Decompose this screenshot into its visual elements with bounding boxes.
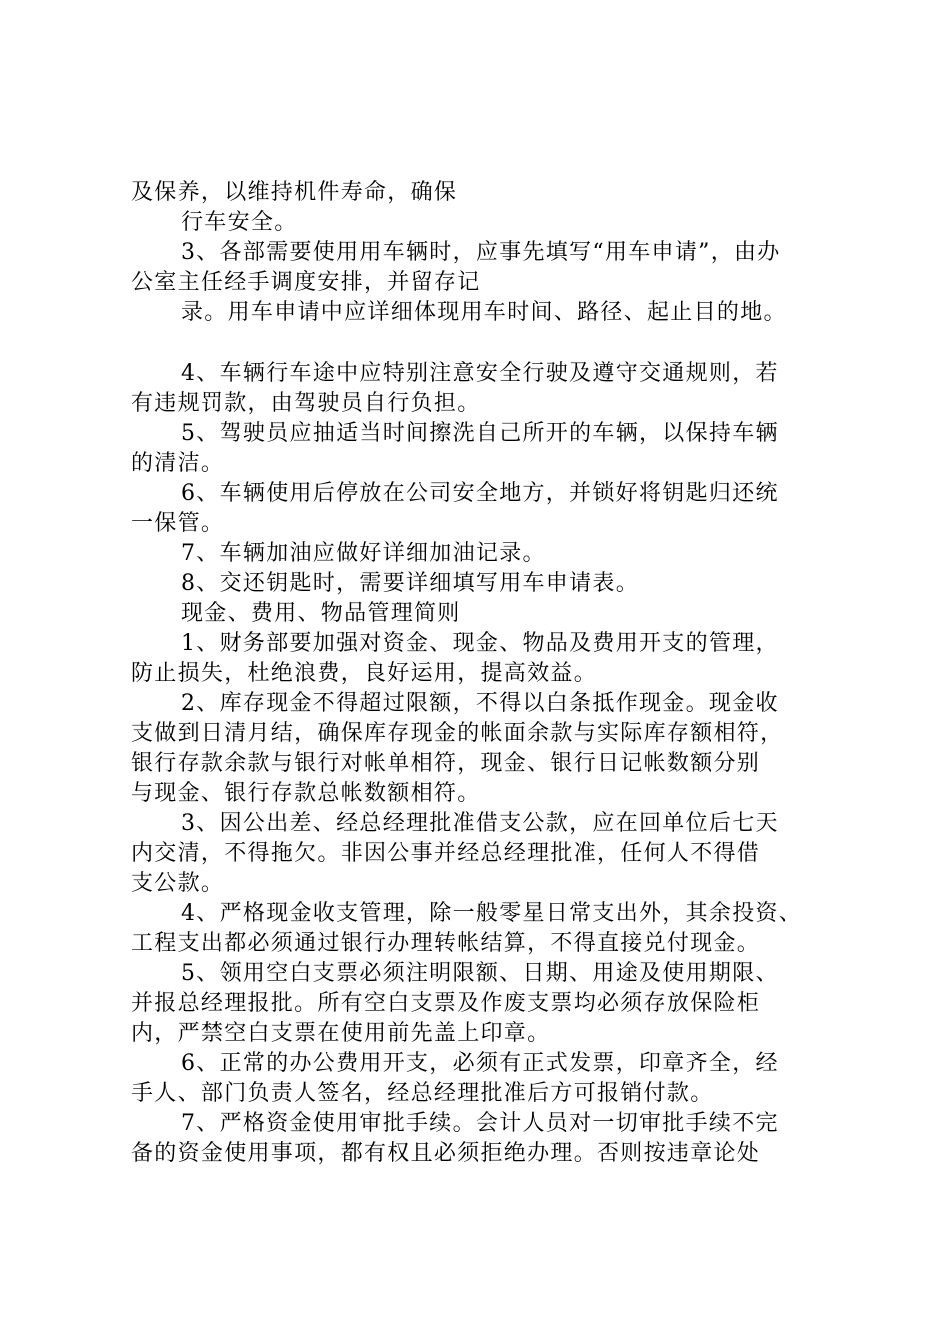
text-line: 6、正常的办公费用开支，必须有正式发票，印章齐全，经 [181, 1051, 779, 1076]
text-line: 防止损失，杜绝浪费，良好运用，提高效益。 [131, 661, 598, 686]
text-line: 6、车辆使用后停放在公司安全地方，并锁好将钥匙归还统 [181, 481, 779, 506]
text-line: 3、各部需要使用用车辆时，应事先填写“用车申请”，由办 [181, 240, 781, 265]
text-line: 备的资金使用事项，都有权且必须拒绝办理。否则按违章论处 [131, 1141, 761, 1166]
text-line: 支做到日清月结，确保库存现金的帐面余款与实际库存额相符， [131, 721, 784, 746]
text-line: 一保管。 [131, 511, 225, 536]
text-line: 录。用车申请中应详细体现用车时间、路径、起止目的地。 [181, 300, 787, 325]
text-line: 5、驾驶员应抽适当时间擦洗自己所开的车辆，以保持车辆 [181, 421, 779, 446]
text-line: 并报总经理报批。所有空白支票及作废支票均必须存放保险柜 [131, 991, 761, 1016]
text-line: 与现金、银行存款总帐数额相符。 [131, 781, 481, 806]
text-line: 支公款。 [131, 871, 225, 896]
section-heading: 现金、费用、物品管理简则 [181, 601, 461, 626]
text-line: 7、车辆加油应做好详细加油记录。 [181, 541, 546, 566]
blank-gap [131, 328, 831, 359]
text-line: 工程支出都必须通过银行办理转帐结算，不得直接兑付现金。 [131, 931, 761, 956]
text-line: 行车安全。 [181, 210, 298, 235]
text-line: 7、严格资金使用审批手续。会计人员对一切审批手续不完 [181, 1111, 779, 1136]
document-body [131, 178, 831, 1169]
text-line: 手人、部门负责人签名，经总经理批准后方可报销付款。 [131, 1081, 714, 1106]
text-line: 有违规罚款，由驾驶员自行负担。 [131, 391, 481, 416]
text-line: 3、因公出差、经总经理批准借支公款，应在回单位后七天 [181, 811, 779, 836]
text-line: 公室主任经手调度安排，并留存记 [131, 270, 481, 295]
text-line: 4、严格现金收支管理，除一般零星日常支出外，其余投资、 [181, 901, 803, 926]
text-line: 8、交还钥匙时，需要详细填写用车申请表。 [181, 571, 639, 596]
text-line: 及保养，以维持机件寿命，确保 [131, 180, 458, 205]
text-line: 内交清，不得拖欠。非因公事并经总经理批准，任何人不得借 [131, 841, 761, 866]
text-line: 5、领用空白支票必须注明限额、日期、用途及使用期限、 [181, 961, 779, 986]
text-line: 的清洁。 [131, 451, 225, 476]
text-line: 4、车辆行车途中应特别注意安全行驶及遵守交通规则，若 [181, 361, 779, 386]
text-line: 2、库存现金不得超过限额，不得以白条抵作现金。现金收 [181, 691, 779, 716]
text-line: 1、财务部要加强对资金、现金、物品及费用开支的管理， [181, 631, 779, 656]
text-line: 银行存款余款与银行对帐单相符，现金、银行日记帐数额分别 [131, 751, 761, 776]
text-line: 内，严禁空白支票在使用前先盖上印章。 [131, 1021, 551, 1046]
